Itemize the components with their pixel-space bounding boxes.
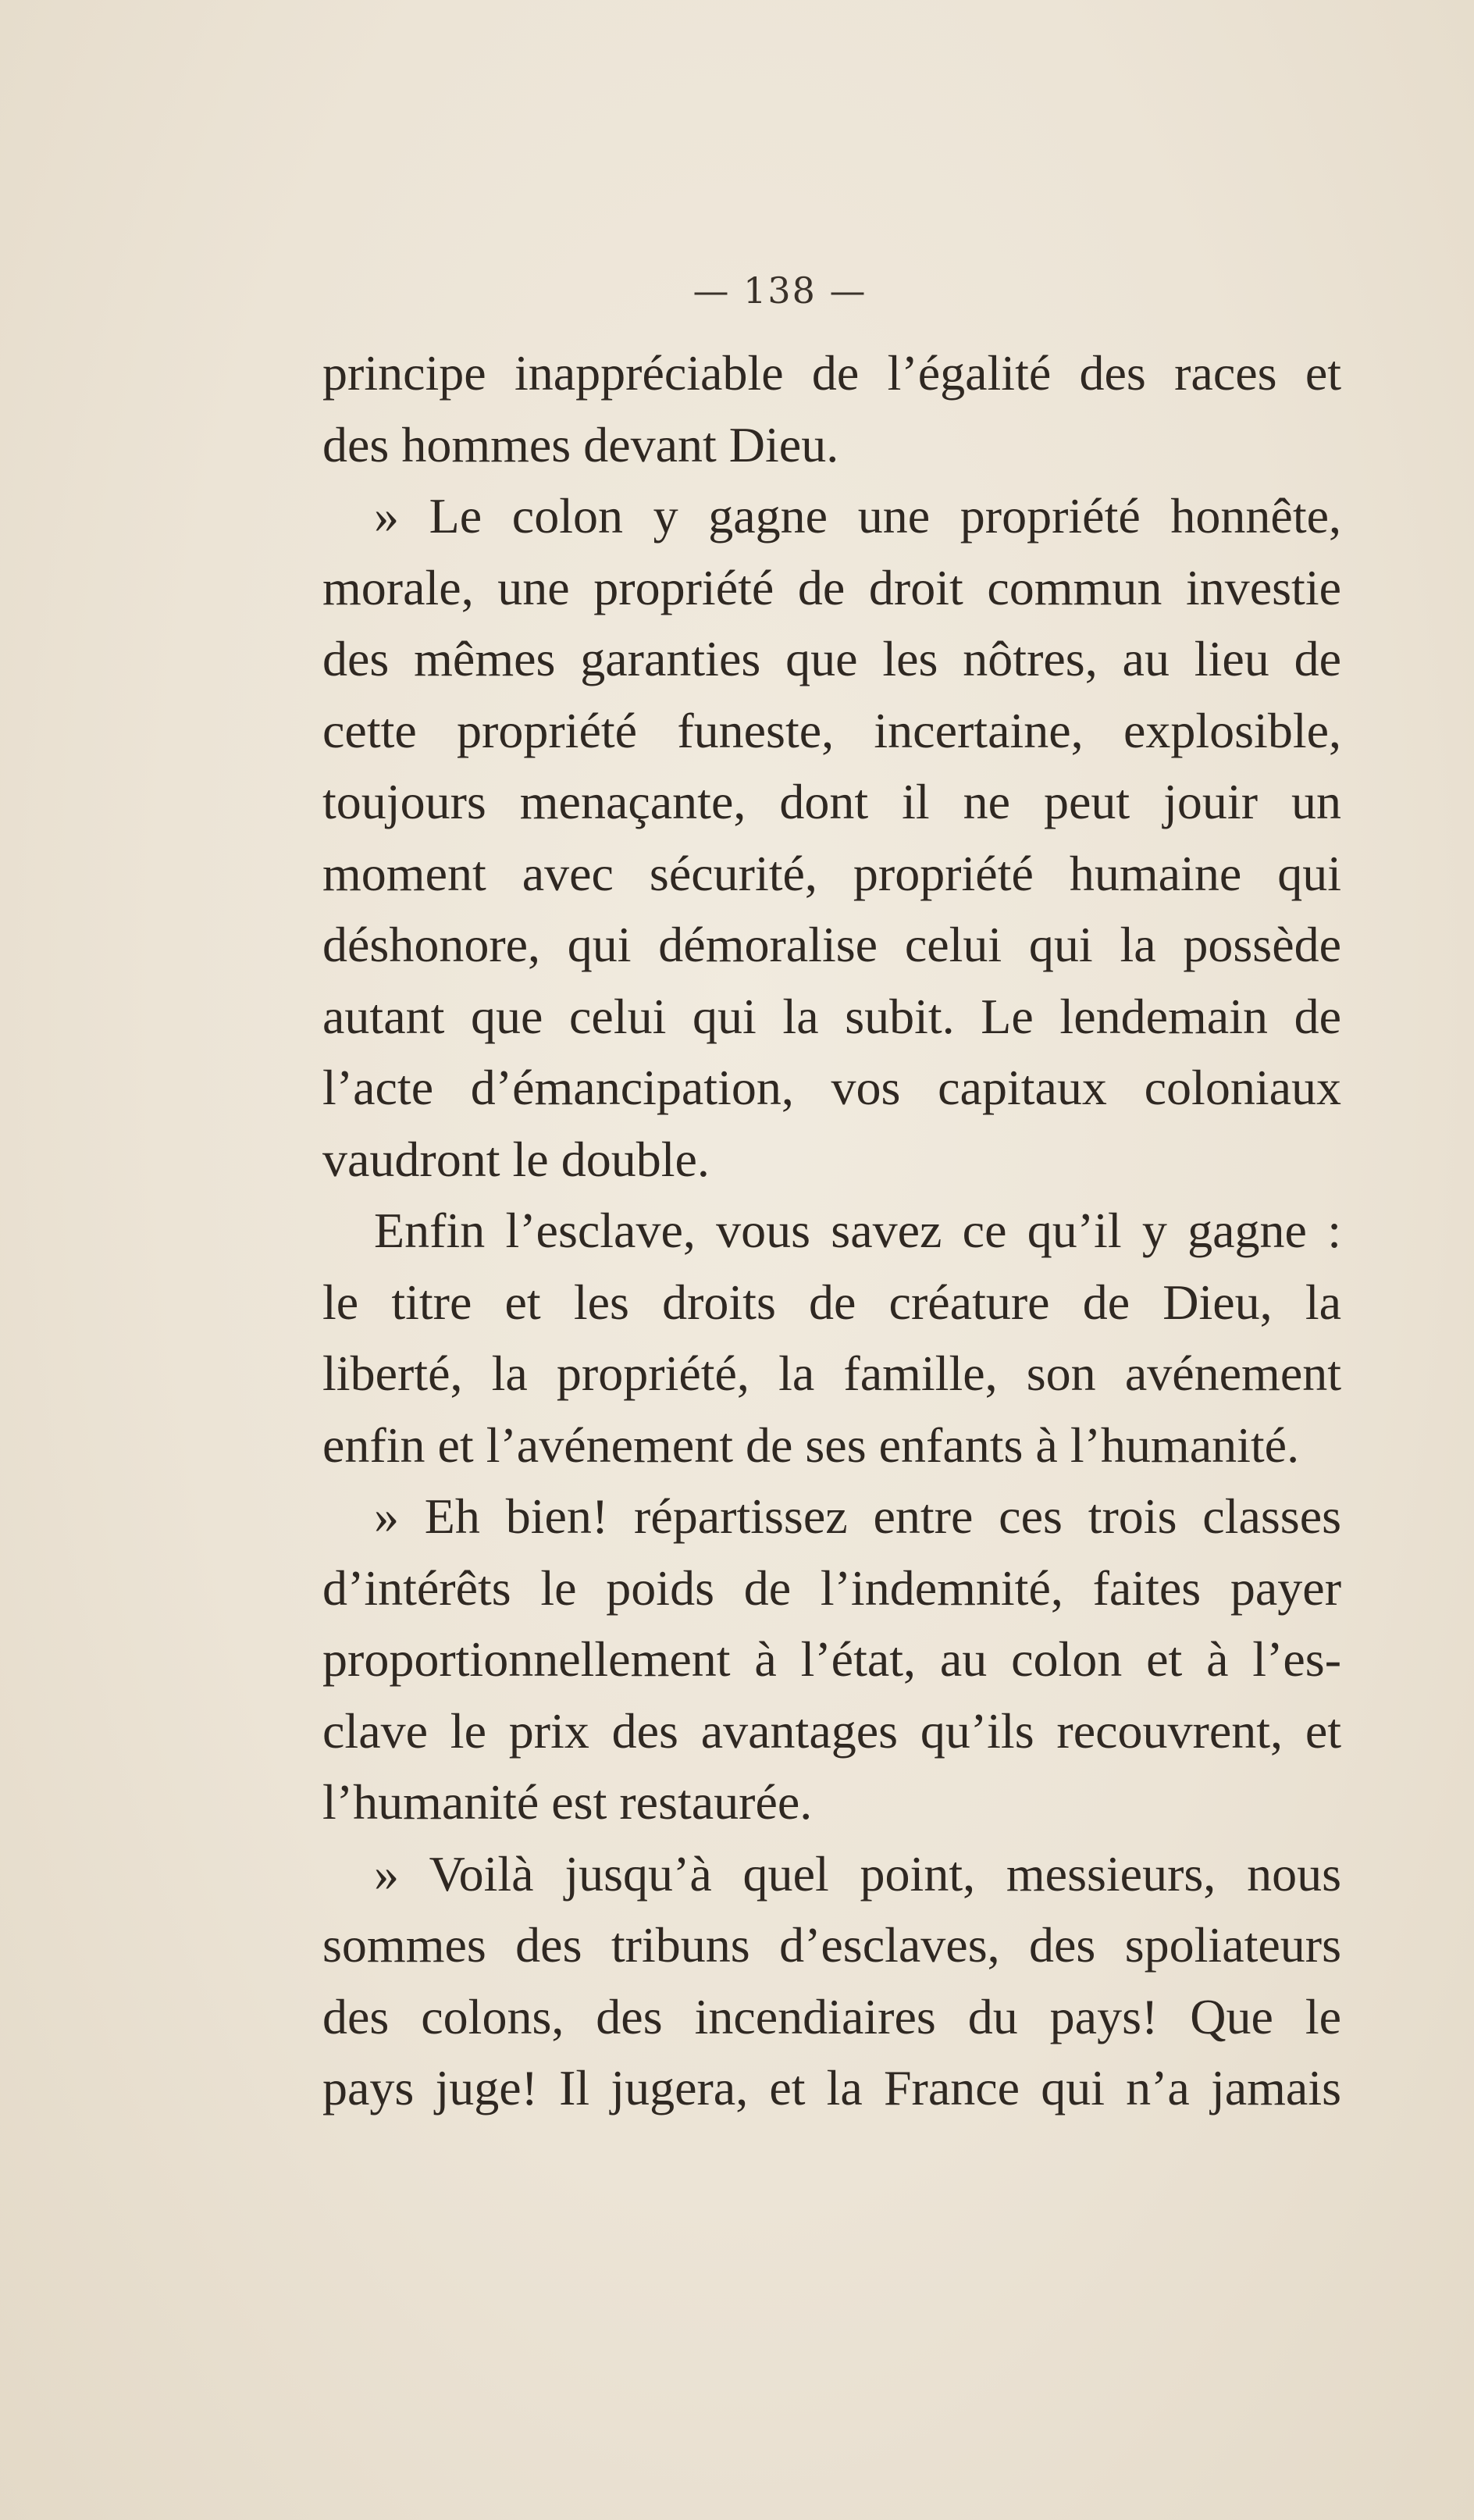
text-line: l’humanité est restaurée.	[322, 1774, 813, 1830]
text-line: » Voilà jusqu’à quel point, messieurs, nous	[374, 1845, 1341, 1902]
text-line: pays juge! Il jugera, et la France qui n’a jamais	[322, 2060, 1341, 2115]
text-line: des colons, des incendiaires du pays! Que le	[322, 1988, 1341, 2044]
text-line: » Eh bien! répartissez entre ces trois classes	[374, 1488, 1341, 1544]
text-line: toujours menaçante, dont il ne peut jouir un	[322, 774, 1341, 829]
text-line: autant que celui qui la subit. Le lendemain de	[322, 988, 1341, 1044]
text-line: clave le prix des avantages qu’ils recouvrent, et	[322, 1702, 1341, 1759]
page-number: — 138 —	[692, 269, 867, 312]
text-line: l’acte d’émancipation, vos capitaux coloniaux	[322, 1060, 1341, 1115]
text-line: des hommes devant Dieu.	[322, 416, 839, 472]
text-line: déshonore, qui démoralise celui qui la possède	[322, 917, 1341, 972]
text-line: » Le colon y gagne une propriété honnête,	[374, 488, 1341, 544]
text-line: cette propriété funeste, incertaine, explosible,	[322, 702, 1341, 758]
text-line: Enfin l’esclave, vous savez ce qu’il y gagne :	[374, 1203, 1341, 1258]
text-line: liberté, la propriété, la famille, son avénement	[322, 1346, 1341, 1401]
text-line: vaudront le double.	[322, 1131, 710, 1187]
text-line: proportionnellement à l’état, au colon et à l’es-	[322, 1631, 1341, 1687]
text-line: des mêmes garanties que les nôtres, au lieu de	[322, 631, 1341, 686]
body-text	[322, 337, 1341, 2124]
text-line: le titre et les droits de créature de Dieu, la	[322, 1274, 1341, 1330]
text-line: morale, une propriété de droit commun investie	[322, 559, 1341, 615]
text-line: principe inappréciable de l’égalité des races et	[322, 345, 1341, 401]
text-line: d’intérêts le poids de l’indemnité, faites payer	[322, 1559, 1341, 1616]
text-line: sommes des tribuns d’esclaves, des spoliateurs	[322, 1917, 1341, 1973]
text-line: moment avec sécurité, propriété humaine qui	[322, 845, 1341, 901]
text-line: enfin et l’avénement de ses enfants à l’humanité.	[322, 1417, 1300, 1473]
